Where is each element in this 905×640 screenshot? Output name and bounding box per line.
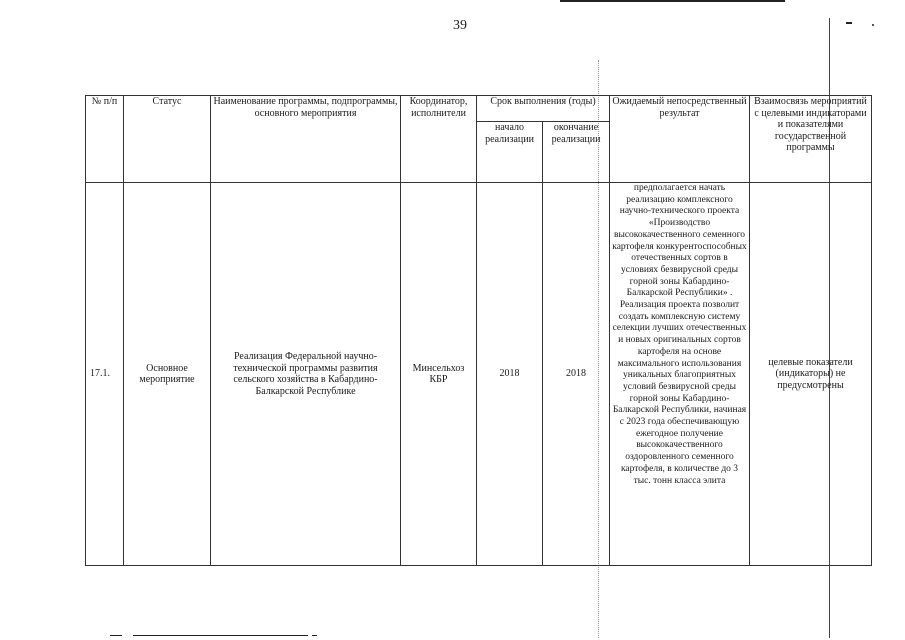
header-term: Срок выполнения (годы): [477, 96, 610, 122]
scan-artifact-dash: [846, 22, 852, 24]
row-result: предполагается начать реализацию комплексного научно-технического проекта «Производство высококачественного семенного картофеля конкурентоспособных отечественных сортов в условиях безвирусной среды горной зоны Кабардино-Балкарской Республики» . Реализация проекта позволит создать комплексную систему селекции лучших отечественных и новых оригинальных сортов картофеля на основе максимального использования уникальных благоприятных условий безвирусной среды горной зоны Кабардино-Балкарской Республики, начиная с 2023 года обеспечивающую ежегодное получение высококачественного оздоровленного семенного картофеля, в количестве до 3 тыс. тонн класса элита: [610, 183, 750, 566]
scan-artifact-bottom-mark: [110, 635, 122, 636]
scan-artifact-bottom-mark-right: [312, 635, 317, 636]
row-end-year: 2018: [543, 183, 610, 566]
header-coordinator: Координатор, исполнители: [401, 96, 477, 183]
row-name: Реализация Федеральной научно-технической программы развития сельского хозяйства в Кабардино-Балкарской Республике: [211, 183, 401, 566]
program-table: [85, 95, 872, 566]
row-start-year: 2018: [477, 183, 543, 566]
header-status: Статус: [124, 96, 211, 183]
row-relation: целевые показатели (индикаторы) не предусмотрены: [750, 183, 872, 566]
scan-artifact-top-line: [560, 0, 785, 2]
header-term-end: окончание реализации: [543, 122, 610, 183]
header-result: Ожидаемый непосредственный результат: [610, 96, 750, 183]
scan-artifact-bottom-line: [133, 635, 308, 636]
header-relation: Взаимосвязь мероприятий с целевыми индикаторами и показателями государственной программы: [750, 96, 872, 183]
row-coordinator: Минсельхоз КБР: [401, 183, 477, 566]
header-term-start: начало реализации: [477, 122, 543, 183]
table-row: [86, 183, 872, 566]
row-status: Основное мероприятие: [124, 183, 211, 566]
page-number: 39: [453, 18, 467, 33]
header-name: Наименование программы, подпрограммы, основного мероприятия: [211, 96, 401, 183]
scan-artifact-dot: [872, 24, 874, 26]
header-num: № п/п: [86, 96, 124, 183]
row-num: 17.1.: [86, 183, 124, 566]
